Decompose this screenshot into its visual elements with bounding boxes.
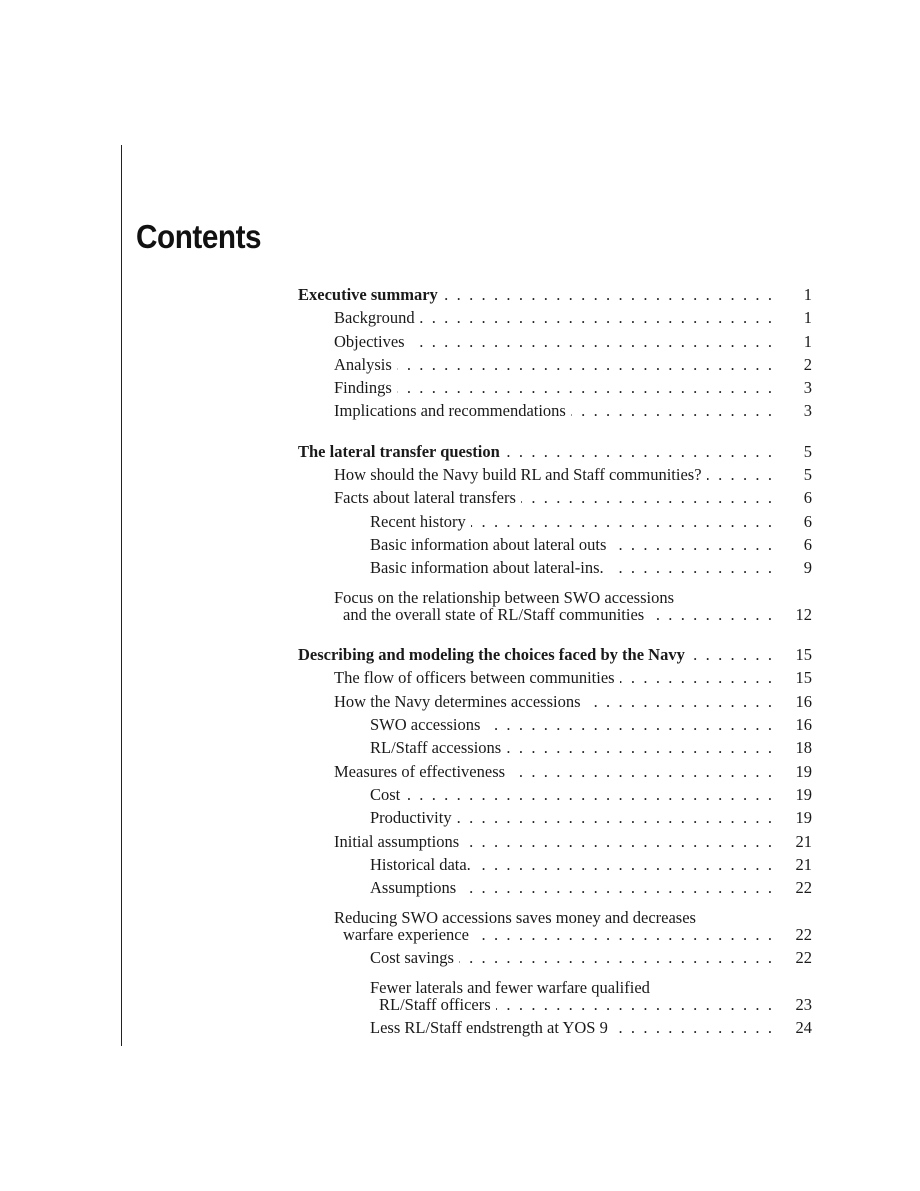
toc-entry-title: Reducing SWO accessions saves money and decreases — [334, 907, 696, 927]
toc-entry[interactable] — [298, 666, 812, 689]
toc-entry-title: Historical data. — [370, 854, 471, 874]
toc-entry-title: The lateral transfer question — [298, 441, 500, 461]
dot-leader — [405, 783, 772, 806]
dot-leader — [476, 853, 772, 876]
toc-entry-page-number: 16 — [795, 691, 812, 711]
toc-entry[interactable] — [298, 736, 812, 759]
toc-entry-page-number: 2 — [803, 354, 812, 374]
page-title: Contents — [136, 218, 262, 255]
dot-leader — [397, 376, 772, 399]
toc-entry-page-number: 1 — [803, 308, 812, 328]
toc-entry-page-number: 19 — [795, 784, 812, 804]
toc-entry-page-number: 1 — [803, 331, 812, 351]
toc-entry-page-number: 5 — [803, 441, 812, 461]
dot-leader — [496, 993, 772, 1016]
dot-leader — [571, 399, 772, 422]
toc-entry-page-number: 21 — [795, 854, 812, 874]
dot-leader — [611, 533, 772, 556]
toc-entry-title: How the Navy determines accessions — [334, 691, 581, 711]
toc-entry[interactable] — [298, 580, 812, 607]
toc-entry-title: Implications and recommendations — [334, 401, 566, 421]
toc-entry-title: Describing and modeling the choices faced by the Navy — [298, 645, 685, 665]
toc-entry[interactable] — [298, 486, 812, 509]
toc-entry[interactable] — [298, 330, 812, 353]
dot-leader — [461, 876, 772, 899]
toc-entry-page-number: 9 — [803, 558, 812, 578]
toc-entry[interactable] — [298, 946, 812, 969]
toc-entry[interactable] — [298, 1016, 812, 1039]
toc-entry[interactable] — [298, 806, 812, 829]
dot-leader — [464, 830, 772, 853]
dot-leader — [613, 1016, 772, 1039]
toc-entry[interactable] — [298, 760, 812, 783]
toc-entry[interactable] — [298, 376, 812, 399]
toc-entry[interactable] — [298, 510, 812, 533]
toc-entry-title: Measures of effectiveness — [334, 761, 506, 781]
toc-entry[interactable] — [298, 830, 812, 853]
toc-entry-page-number: 1 — [803, 285, 812, 304]
toc-entry-page-number: 15 — [795, 645, 812, 665]
toc-entry-title: Objectives — [334, 331, 405, 351]
toc-section — [298, 643, 812, 1039]
toc-entry-title: SWO accessions — [370, 715, 481, 735]
toc-entry-page-number: 23 — [795, 994, 812, 1014]
toc-entry-title: Cost savings — [370, 948, 454, 968]
toc-entry-page-number: 16 — [795, 715, 812, 735]
dot-leader — [506, 736, 772, 759]
toc-entry-page-number: 15 — [795, 668, 812, 688]
dot-leader — [443, 283, 772, 306]
toc-entry-page-number: 22 — [795, 924, 812, 944]
toc-entry[interactable] — [298, 283, 812, 306]
toc-entry-page-number: 3 — [803, 378, 812, 398]
toc-entry[interactable] — [298, 899, 812, 927]
toc-entry-title: Productivity — [370, 808, 452, 828]
dot-leader — [620, 666, 772, 689]
toc-entry-title: Assumptions — [370, 878, 457, 898]
toc-entry[interactable] — [298, 783, 812, 806]
toc-entry-title: Facts about lateral transfers — [334, 488, 516, 508]
toc-entry-title: Findings — [334, 378, 392, 398]
toc-entry-title: The flow of officers between communities — [334, 668, 615, 688]
toc-entry-page-number: 18 — [795, 738, 812, 758]
toc-entry-title: Initial assumptions — [334, 831, 460, 851]
toc-entry-title: RL/Staff accessions — [370, 738, 502, 758]
toc-entry-page-number: 22 — [795, 948, 812, 968]
toc-entry[interactable] — [298, 643, 812, 666]
toc-section — [298, 440, 812, 626]
margin-rule — [121, 145, 122, 1046]
toc-entry-page-number: 5 — [803, 465, 812, 485]
toc-entry-title: Basic information about lateral outs — [370, 534, 607, 554]
toc-entry-title: Focus on the relationship between SWO accessions — [334, 587, 675, 607]
toc-entry-page-number: 6 — [803, 488, 812, 508]
toc-entry[interactable] — [298, 853, 812, 876]
toc-entry-title: Cost — [370, 784, 401, 804]
toc-entry-title: Executive summary — [298, 285, 438, 304]
toc-entry[interactable] — [298, 399, 812, 422]
toc-entry-page-number: 6 — [803, 511, 812, 531]
toc-entry-page-number: 3 — [803, 401, 812, 421]
dot-leader — [471, 510, 772, 533]
dot-leader — [655, 969, 772, 992]
toc-entry-page-number: 19 — [795, 761, 812, 781]
dot-leader — [505, 440, 772, 463]
toc-entry-page-number: 21 — [795, 831, 812, 851]
toc-entry[interactable] — [298, 969, 812, 997]
toc-entry-page-number: 19 — [795, 808, 812, 828]
toc-entry-title: warfare experience — [343, 924, 469, 944]
toc-entry-page-number: 22 — [795, 878, 812, 898]
toc-section — [298, 283, 812, 423]
dot-leader — [690, 643, 772, 666]
toc-entry-title: Fewer laterals and fewer warfare qualified — [370, 977, 650, 997]
toc-entry-title: Less RL/Staff endstrength at YOS 9 — [370, 1017, 608, 1037]
toc-entry[interactable] — [298, 353, 812, 376]
dot-leader — [586, 690, 772, 713]
toc-entry[interactable] — [298, 533, 812, 556]
dot-leader — [474, 923, 772, 946]
dot-leader — [420, 306, 772, 329]
toc-entry[interactable] — [298, 713, 812, 736]
toc-entry-page-number: 24 — [795, 1017, 812, 1037]
dot-leader — [609, 556, 772, 579]
toc-entry[interactable] — [298, 556, 812, 579]
toc-entry-page-number: 6 — [803, 534, 812, 554]
dot-leader — [649, 603, 772, 626]
toc-entry[interactable] — [298, 923, 812, 946]
dot-leader — [397, 353, 772, 376]
toc-entry[interactable] — [298, 306, 812, 329]
toc-entry[interactable] — [298, 603, 812, 626]
dot-leader — [701, 899, 772, 922]
toc-entry[interactable] — [298, 440, 812, 463]
dot-leader — [679, 580, 772, 603]
toc-entry-title: Background — [334, 308, 415, 328]
table-of-contents — [298, 283, 812, 1056]
toc-entry-page-number: 12 — [795, 604, 812, 624]
toc-entry[interactable] — [298, 876, 812, 899]
toc-entry-title: How should the Navy build RL and Staff communities? — [334, 465, 702, 485]
dot-leader — [410, 330, 772, 353]
toc-entry-title: Basic information about lateral-ins. — [370, 558, 604, 578]
toc-entry-title: Recent history — [370, 511, 466, 531]
toc-entry[interactable] — [298, 690, 812, 713]
dot-leader — [485, 713, 772, 736]
dot-leader — [459, 946, 772, 969]
dot-leader — [521, 486, 772, 509]
toc-entry[interactable] — [298, 463, 812, 486]
toc-entry-title: RL/Staff officers — [379, 994, 491, 1014]
dot-leader — [457, 806, 772, 829]
dot-leader — [510, 760, 772, 783]
dot-leader — [707, 463, 772, 486]
toc-entry-title: and the overall state of RL/Staff communities — [343, 604, 645, 624]
toc-entry-title: Analysis — [334, 354, 392, 374]
